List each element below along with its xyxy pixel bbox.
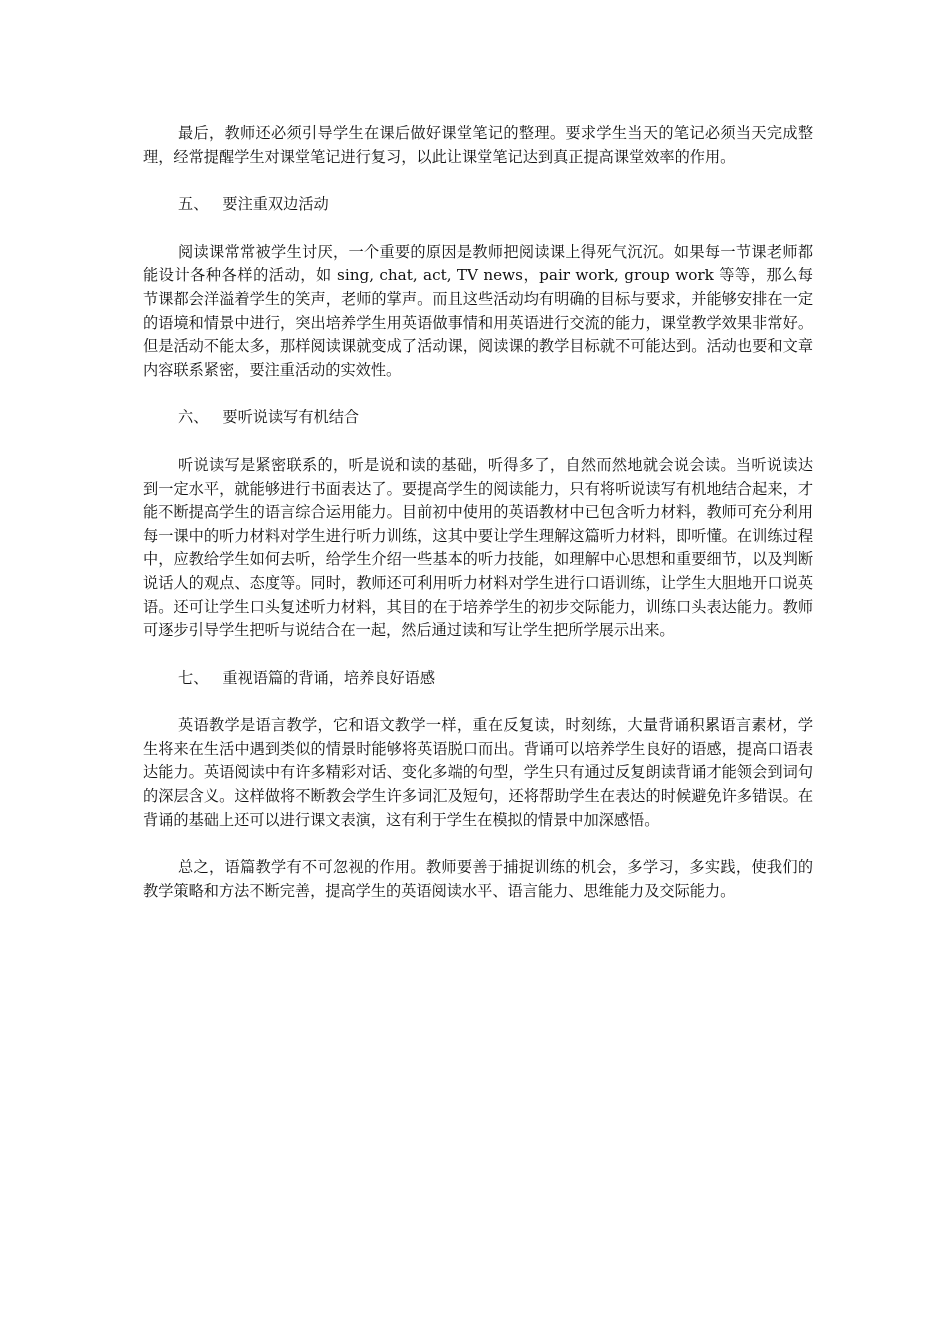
paragraph-intro: 最后，教师还必须引导学生在课后做好课堂笔记的整理。要求学生当天的笔记必须当天完成整理，经常提醒学生对课堂笔记进行复习，以此让课堂笔记达到真正提高课堂效率的作用。	[143, 124, 813, 166]
section-title-7: 重视语篇的背诵，培养良好语感	[222, 668, 435, 687]
section-number-6: 六、	[178, 408, 209, 427]
section-number-7: 七、	[178, 668, 209, 687]
section-title-6: 要听说读写有机结合	[222, 408, 360, 427]
section-number-5: 五、	[178, 195, 209, 214]
document-body	[143, 122, 813, 903]
paragraph-section-6: 听说读写是紧密联系的，听是说和读的基础，听得多了，自然而然地就会说会读。当听说读达到一定水平，就能够进行书面表达了。要提高学生的阅读能力，只有将听说读写有机地结合起来，才能不断提高学生的语言综合运用能力。目前初中使用的英语教材中已包含听力材料，教师可充分利用每一课中的听力材料对学生进行听力训练，这其中要让学生理解这篇听力材料，即听懂。在训练过程中，应教给学生如何去听，给学生介绍一些基本的听力技能，如理解中心思想和重要细节，以及判断说话人的观点、态度等。同时，教师还可利用听力材料对学生进行口语训练，让学生大胆地开口说英语。还可让学生口头复述听力材料，其目的在于培养学生的初步交际能力，训练口头表达能力。教师可逐步引导学生把听与说结合在一起，然后通过读和写让学生把所学展示出来。	[143, 455, 813, 640]
section-heading-6	[143, 406, 813, 430]
section-heading-7	[143, 667, 813, 691]
paragraph-section-7: 英语教学是语言教学，它和语文教学一样，重在反复读，时刻练，大量背诵积累语言素材，学生将来在生活中遇到类似的情景时能够将英语脱口而出。背诵可以培养学生良好的语感，提高口语表达能力。英语阅读中有许多精彩对话、变化多端的句型，学生只有通过反复朗读背诵才能领会到词句的深层含义。这样做将不断教会学生许多词汇及短句，还将帮助学生在表达的时候避免许多错误。在背诵的基础上还可以进行课文表演，这有利于学生在模拟的情景中加深感悟。	[143, 716, 813, 829]
section-title-5: 要注重双边活动	[222, 195, 329, 214]
section-heading-5	[143, 193, 813, 217]
paragraph-conclusion: 总之，语篇教学有不可忽视的作用。教师要善于捕捉训练的机会，多学习，多实践，使我们的教学策略和方法不断完善，提高学生的英语阅读水平、语言能力、思维能力及交际能力。	[143, 858, 813, 900]
paragraph-section-5: 阅读课常常被学生讨厌，一个重要的原因是教师把阅读课上得死气沉沉。如果每一节课老师都能设计各种各样的活动，如 sing, chat, act, TV news，pair work, group work 等等，那么每节课都会洋溢着学生的笑声，老师的掌声。而且这些活动均有明确的目标与要求，并能够安排在一定的语境和情景中进行，突出培养学生用英语做事情和用英语进行交流的能力，课堂教学效果非常好。但是活动不能太多，那样阅读课就变成了活动课，阅读课的教学目标就不可能达到。活动也要和文章内容联系紧密，要注重活动的实效性。	[143, 242, 813, 379]
